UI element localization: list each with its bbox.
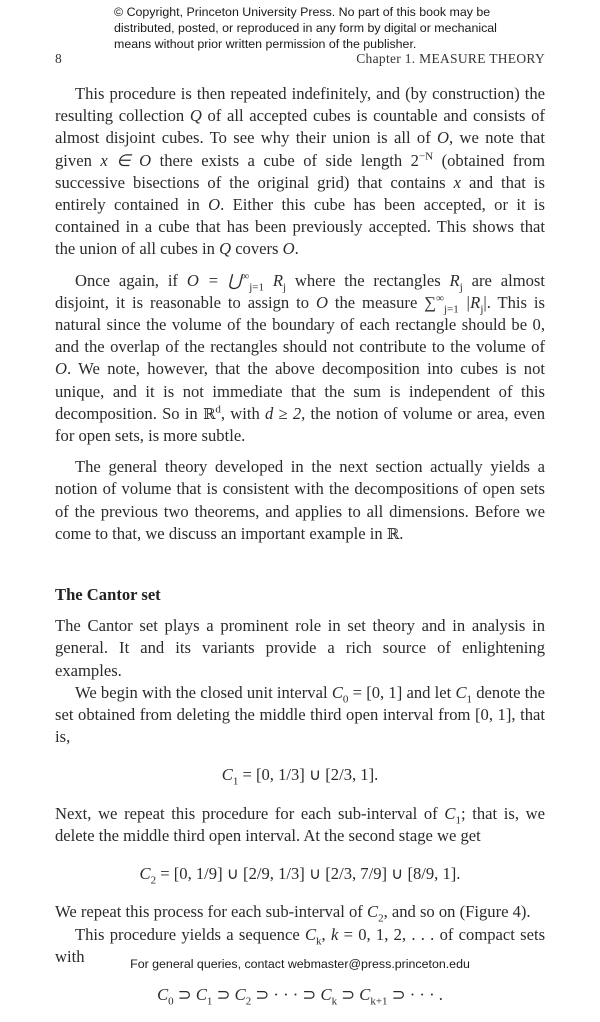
math-x: x [453,172,462,192]
math-O: O [55,359,67,379]
running-head [55,51,545,69]
math-O: O [208,195,221,215]
chapter-title: Chapter 1. MEASURE THEORY [356,51,545,66]
math-d-ge-2: d ≥ 2 [265,403,302,423]
footer-contact: For general queries, contact webmaster@press.princeton.edu [130,957,470,971]
math-Rd: ℝ [202,404,216,423]
copyright-line-2: distributed, posted, or reproduced in any form by digital or mechanical [114,21,497,35]
math-union: O = ⋃ [186,270,242,290]
copyright-notice [114,4,534,52]
math-O: O [437,128,450,148]
copyright-line-1: © Copyright, Princeton University Press. No part of this book may be [114,5,491,19]
page-number: 8 [55,51,62,66]
equation-C2: $C_2 = [0$, 1/9] ∪ [2/9, 1/3] ∪ [2/3, 7/9] ∪ [8/9, 1]. [139,864,461,887]
cantor-paragraph-2: We begin with the closed unit interval $C_0 = [0$, 1] and let $C_1$ denote the set obtained from deleting the middle third open interval from [0, 1], that is, [55,682,545,747]
math-sum: ∑ [424,292,437,312]
cantor-paragraph-3: Next, we repeat this procedure for each sub-interval of $C_1$; that is, we delete the middle third open interval. At the second stage we get [55,803,545,845]
page-body [55,83,545,1022]
math-O: O [315,292,328,312]
equation-nested-sequence: $C_0$ ⊃ $C_1$ ⊃ $C_2$ ⊃ · · · ⊃ $C_k$ ⊃ $C_{k+1}$ ⊃ · · · . [157,984,443,1008]
cantor-paragraph-4: We repeat this process for each sub-interval of $C_2$, and so on (Figure 4). [55,902,531,925]
paragraph-3: The general theory developed in the next section actually yields a notion of volume that is consistent with the decompositions of open sets of the previous two theorems, and applies to all dimensions. Before we come to that, we discuss an important example in ℝ. [55,457,545,543]
math-exponent: −N [418,150,434,163]
math-Q: Q [189,106,202,126]
math-Q: Q [219,239,232,259]
paragraph-2: Once again, if $O = ⋃^\infty_{j=1}$ $R_j$ where the rectangles $R_j$ are almost disjoint, it is reasonable to assign to O the measure $\sum^\infty_{j=1}$ $|R_j|$. This is natural since the volume of the boundary of each rectangle should be 0, and the overlap of the rectangles should not contribute to the volume of O. We note, however, that the above decomposition into cubes is not unique, and it is not immediate that the sum is independent of this decomposition. So in ℝ$^d$, with d ≥ 2, the notion of volume or area, even for open sets, is more subtle. [55,270,546,446]
section-heading: The Cantor set [55,585,161,605]
math-R: ℝ [386,524,400,543]
math-O: O [282,239,295,259]
paragraph-1: This procedure is then repeated indefinitely, and (by construction) the resulting collection Q of all accepted cubes is countable and consists of almost disjoint cubes. To see why their union is all of O, we note that given x ∈ O there exists a cube of side length $2^{-N}$ (obtained from successive bisections of the original grid) that contains x and that is entirely contained in O. Either this cube has been accepted, or it is contained in a cube that has been previously accepted. This shows that the union of all cubes in Q covers O. [55,84,546,259]
math-x-in-O: x ∈ O [100,150,152,170]
cantor-paragraph-1: The Cantor set plays a prominent role in set theory and in analysis in general. It and its variants provide a rich source of enlightening examples. [55,616,545,680]
copyright-line-3: means without prior written permission of the publisher. [114,37,417,51]
cantor-paragraph-5: This procedure yields a sequence $C_k$, k = 0, 1, 2, . . . of compact sets with [55,924,546,966]
equation-C1: $C_1 = [0$, 1/3] ∪ [2/3, 1]. [221,765,379,788]
